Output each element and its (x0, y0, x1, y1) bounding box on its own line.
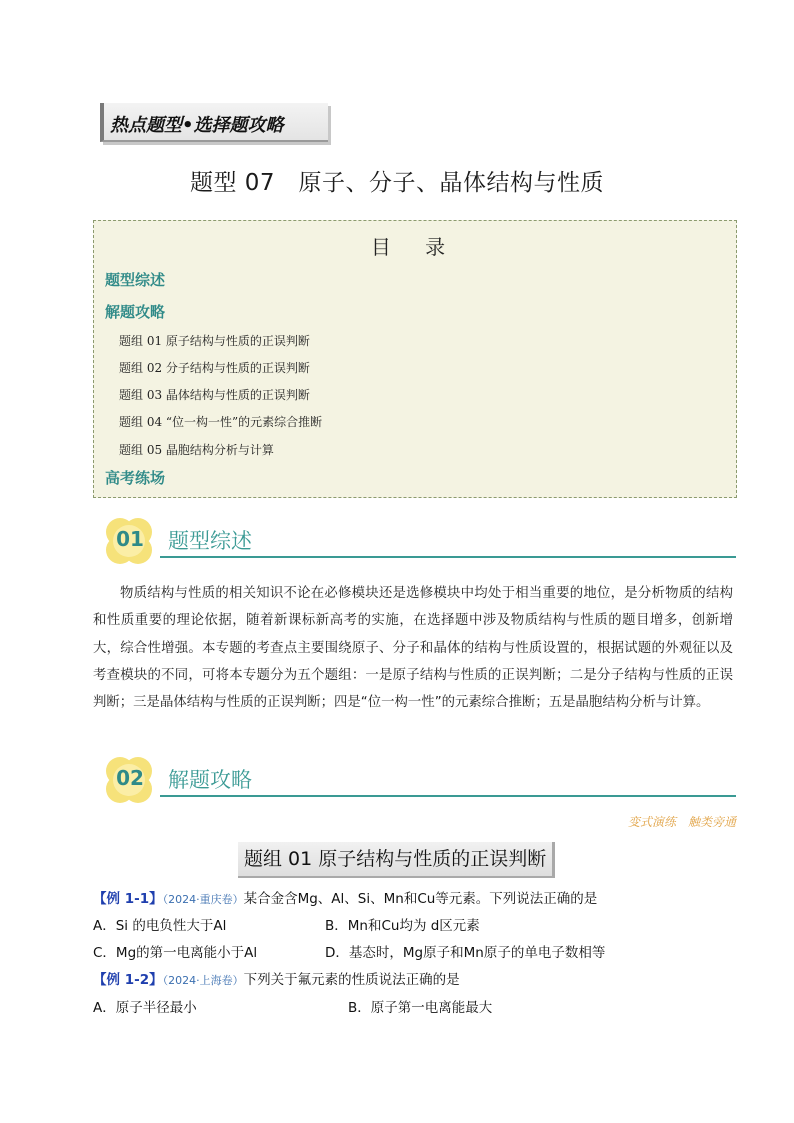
toc-link-group-05[interactable]: 题组 05 晶胞结构分析与计算 (119, 443, 274, 457)
example-1-1-option-c: C．Mg的第一电离能小于Al (93, 945, 258, 961)
practice-tag: 变式演练 触类旁通 (627, 815, 736, 829)
example-1-1-option-a: A．Si 的电负性大于Al (93, 918, 227, 934)
example-1-1-stem: 某合金含Mg、Al、Si、Mn和Cu等元素。下列说法正确的是 (243, 891, 598, 907)
toc-link-overview[interactable]: 题型综述 (105, 271, 166, 289)
toc-link-group-01[interactable]: 题组 01 原子结构与性质的正误判断 (119, 334, 310, 348)
toc-link-practice[interactable]: 高考练场 (105, 469, 166, 487)
toc-link-group-04[interactable]: 题组 04 “位一构一性”的元素综合推断 (119, 415, 323, 429)
example-1-2-option-a: A．原子半径最小 (93, 1000, 197, 1016)
group-01-title: 题组 01 原子结构与性质的正误判断 (238, 842, 555, 878)
section-02-rule (160, 795, 736, 797)
overview-paragraph: 物质结构与性质的相关知识不论在必修模块还是选修模块中均处于相当重要的地位，是分析物质的结构和性质重要的理论依据，随着新课标新高考的实施，在选择题中涉及物质结构与性质的题目增多，创新增大，综合性增强。本专题的考查点主要围绕原子、分子和晶体的结构与性质设置的，根据试题的外观征以及考查模块的不同，可将本专题分为五个题组：一是原子结构与性质的正误判断；二是分子结构与性质的正误判断；三是晶体结构与性质的正误判断；四是“位一构一性”的元素综合推断；五是晶胞结构分析与计算。 (93, 586, 733, 711)
section-02-number: 02 (116, 766, 144, 790)
example-1-2-tag: 【例 1-2】 (93, 972, 163, 988)
example-1-2-source: （2024·上海卷） (162, 974, 244, 987)
section-01-header (96, 512, 736, 572)
example-1-1-source: （2024·重庆卷） (162, 893, 244, 906)
toc-link-group-03[interactable]: 题组 03 晶体结构与性质的正误判断 (119, 388, 310, 402)
example-1-2-stem: 下列关于氟元素的性质说法正确的是 (243, 972, 460, 988)
example-1-1-tag: 【例 1-1】 (93, 891, 163, 907)
example-1-1-option-b: B．Mn和Cu均为 d区元素 (325, 918, 480, 934)
hot-topic-tag-label: 热点题型•选择题攻略 (110, 115, 284, 136)
hot-topic-tag (100, 103, 328, 142)
example-1-1-option-d: D．基态时，Mg原子和Mn原子的单电子数相等 (325, 945, 606, 961)
table-of-contents (93, 220, 737, 498)
example-1-1-stem-line (93, 887, 597, 907)
section-01-title: 题型综述 (168, 529, 252, 553)
toc-link-strategy[interactable]: 解题攻略 (105, 303, 166, 321)
document-title: 题型 07 原子、分子、晶体结构与性质 (189, 170, 605, 196)
toc-link-group-02[interactable]: 题组 02 分子结构与性质的正误判断 (119, 361, 310, 375)
section-01-rule (160, 556, 736, 558)
section-02-header (96, 751, 736, 811)
section-01-number: 01 (116, 527, 144, 551)
toc-title: 目 录 (370, 235, 460, 259)
example-1-2-stem-line (93, 968, 460, 988)
section-02-title: 解题攻略 (168, 768, 252, 792)
example-1-2-option-b: B．原子第一电离能最大 (348, 1000, 493, 1016)
